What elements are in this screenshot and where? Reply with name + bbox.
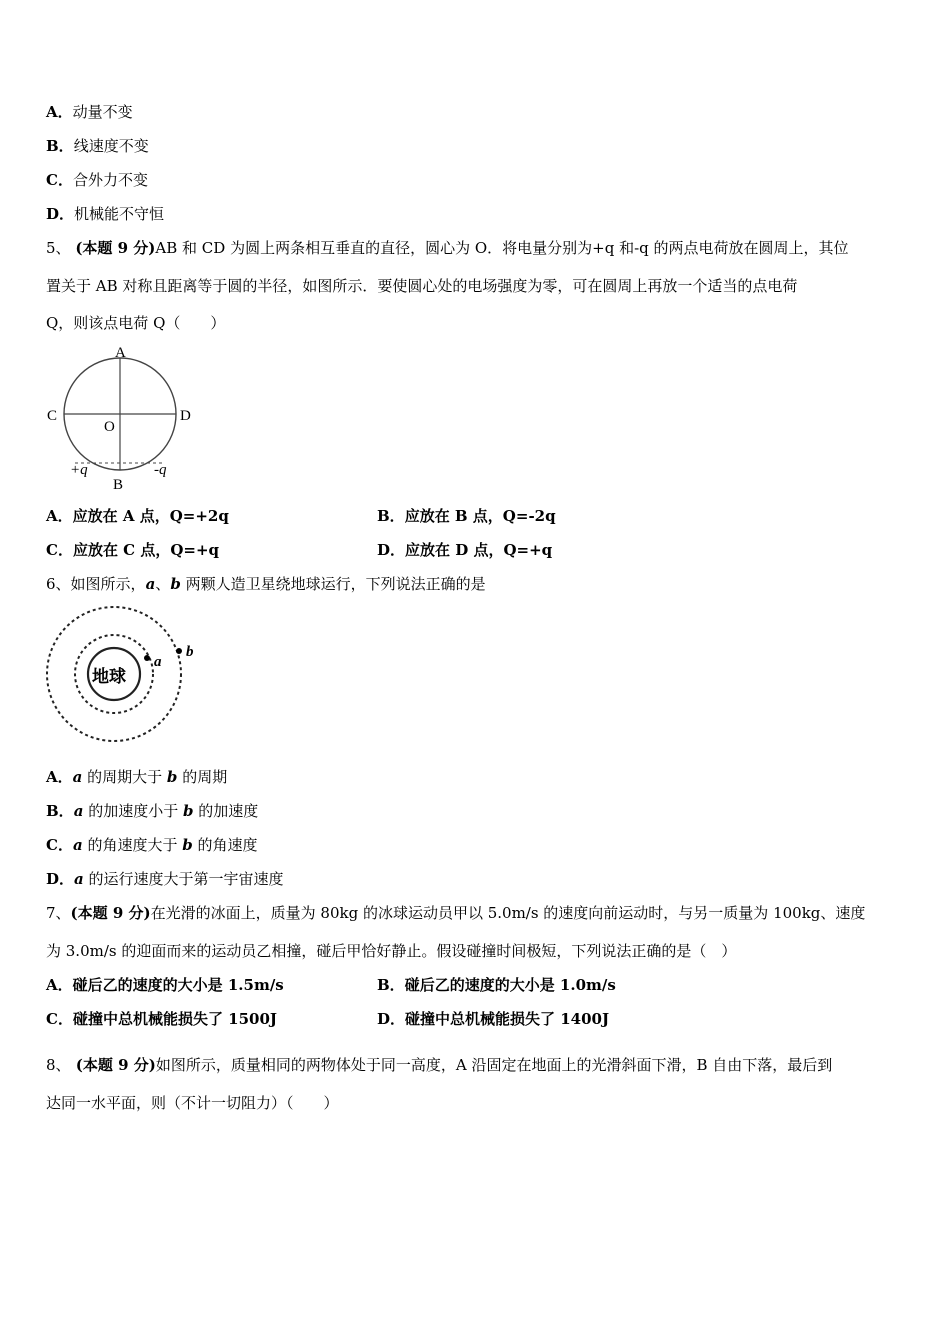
satellite-a-dot <box>144 655 150 661</box>
q7-option-c: C．碰撞中总机械能损失了 1500J <box>46 1010 278 1028</box>
q6-stem: 6、如图所示，a、b 两颗人造卫星绕地球运行，下列说法正确的是 <box>46 575 486 593</box>
q5-circle-figure <box>44 342 204 494</box>
q4-option-c: C．合外力不变 <box>46 171 148 189</box>
q5-option-b: B．应放在 B 点，Q=-2q <box>377 507 556 525</box>
q6-option-d: D．a 的运行速度大于第一宇宙速度 <box>46 870 284 888</box>
q7-option-d: D．碰撞中总机械能损失了 1400J <box>377 1010 610 1028</box>
q7-option-b: B．碰后乙的速度的大小是 1.0m/s <box>377 976 616 994</box>
satellite-b-label: b <box>186 644 194 660</box>
q8-stem-line1: 8、 (本题 9 分)如图所示，质量相同的两物体处于同一高度，A 沿固定在地面上的光滑斜面下滑，B 自由下落，最后到 <box>46 1056 833 1074</box>
q6-option-c: C．a 的角速度大于 b 的角速度 <box>46 836 258 854</box>
label-a: A <box>115 345 126 361</box>
q5-option-d: D．应放在 D 点，Q=+q <box>377 541 553 559</box>
q5-stem-line2: 置关于 AB 对称且距离等于圆的半径，如图所示．要使圆心处的电场强度为零，可在圆周上再放一个适当的点电荷 <box>46 277 798 295</box>
label-minus-q: -q <box>154 462 167 478</box>
q5-option-a: A．应放在 A 点，Q=+2q <box>46 507 229 525</box>
q7-stem-line2: 为 3.0m/s 的迎面而来的运动员乙相撞，碰后甲恰好静止。假设碰撞时间极短，下列说法正确的是（ ） <box>46 942 737 960</box>
q5-stem-line1: 5、 (本题 9 分)AB 和 CD 为圆上两条相互垂直的直径，圆心为 O．将电量分别为+q 和-q 的两点电荷放在圆周上，其位 <box>46 239 849 257</box>
q7-stem-line1: 7、(本题 9 分)在光滑的冰面上，质量为 80kg 的冰球运动员甲以 5.0m/s 的速度向前运动时，与另一质量为 100kg、速度 <box>46 904 866 922</box>
label-o: O <box>104 419 115 435</box>
satellite-a-label: a <box>154 654 162 670</box>
earth-label: 地球 <box>92 667 126 687</box>
q6-option-b: B．a 的加速度小于 b 的加速度 <box>46 802 259 820</box>
label-b: B <box>113 477 124 493</box>
q5-option-c: C．应放在 C 点，Q=+q <box>46 541 220 559</box>
q6-option-a: A．a 的周期大于 b 的周期 <box>46 768 228 786</box>
q8-stem-line2: 达同一水平面，则（不计一切阻力）（ ） <box>46 1094 339 1112</box>
q7-option-a: A．碰后乙的速度的大小是 1.5m/s <box>46 976 284 994</box>
q4-option-b: B．线速度不变 <box>46 137 149 155</box>
q5-stem-line3: Q，则该点电荷 Q（ ） <box>46 314 226 332</box>
label-c: C <box>47 408 58 424</box>
label-d: D <box>180 408 191 424</box>
satellite-b-dot <box>176 648 182 654</box>
label-plus-q: +q <box>70 462 88 478</box>
q4-option-a: A．动量不变 <box>46 103 133 121</box>
q4-option-d: D．机械能不守恒 <box>46 205 165 223</box>
q6-orbit-figure <box>44 606 214 742</box>
